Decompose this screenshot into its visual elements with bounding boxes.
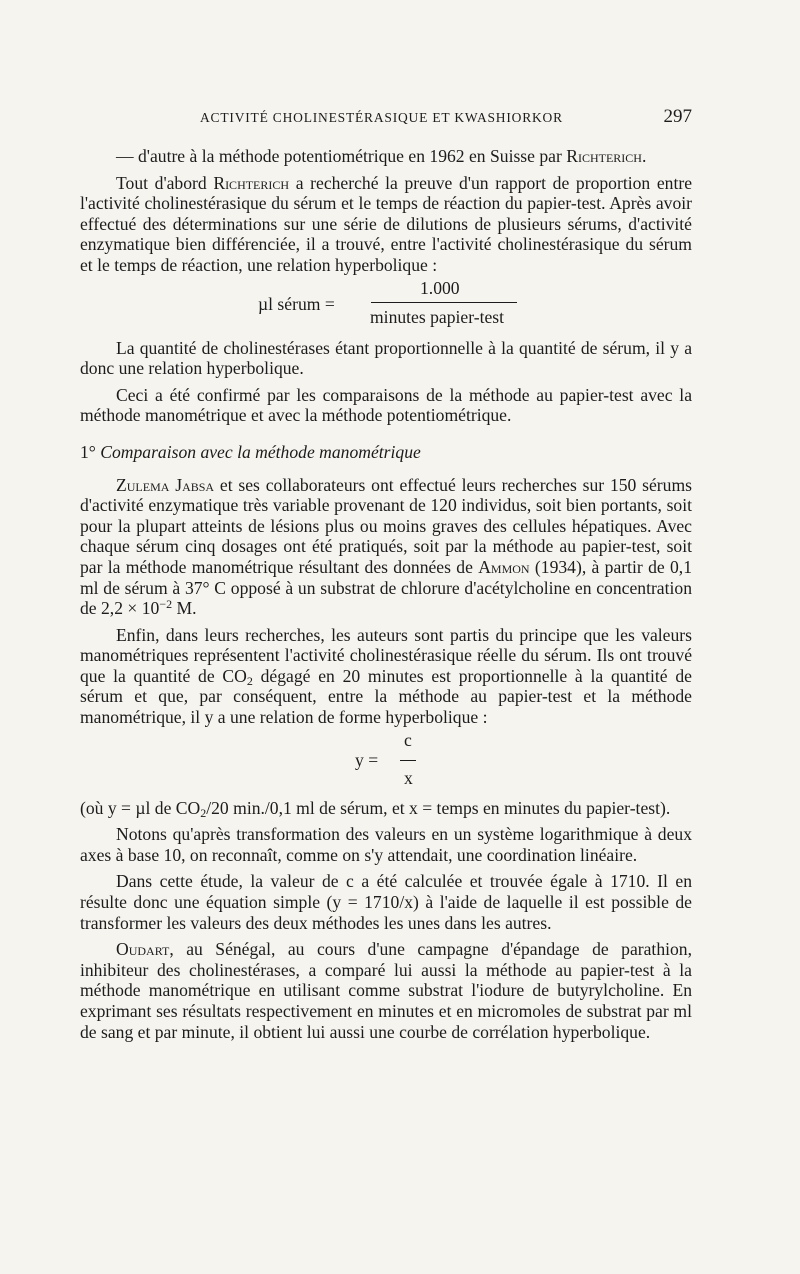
body-text <box>80 146 692 1042</box>
paragraph-2: Tout d'abord Richterich a recherché la preuve d'un rapport de proportion entre l'activité cholinestérasique du sérum et le temps de réaction du papier-test. Après avoir effectué des déterminations sur une série de dilutions de plusieurs sérums, d'activité enzymatique bien différenciée, il a trouvé, entre l'activité cholinestérasique du sérum et le temps de réaction, une relation hyperbolique : <box>80 172 692 275</box>
formula-lhs: y = <box>355 749 379 770</box>
paragraph-5: Zulema Jabsa et ses collaborateurs ont effectué leurs recherches sur 150 sérums d'activité enzymatique très variable provenant de 120 individus, soit bien portants, soit pour la plupart atteints de lésions plus ou moins graves des cellules hépatiques. Avec chaque sérum cinq dosages ont été pratiqués, soit par la méthode au papier-test, soit par la méthode manométrique résultant des données de Ammon (1934), à partir de 0,1 ml de sérum à 37° C opposé à un substrat de chlorure d'acétylcholine en concentration de $2,2 \times 10^{-2}$ M. <box>80 474 692 619</box>
formula-serum <box>80 277 692 330</box>
page <box>80 0 692 1274</box>
formula-denominator: minutes papier-test <box>370 306 505 327</box>
formula-denominator: x <box>404 767 413 788</box>
formula-numerator: 1.000 <box>420 277 460 298</box>
formula-lhs: µl sérum = <box>258 293 335 314</box>
paragraph-8: Notons qu'après transformation des valeurs en un système logarithmique à deux axes à base 10, on reconnaît, comme on s'y attendait, une coordination linéaire. <box>80 824 692 865</box>
section-number: 1° <box>80 441 96 462</box>
section-heading <box>80 442 692 463</box>
fraction-bar <box>371 302 517 303</box>
page-header <box>80 106 692 132</box>
running-head: ACTIVITÉ CHOLINESTÉRASIQUE ET KWASHIORKOR <box>200 110 563 125</box>
paragraph-10: Oudart, au Sénégal, au cours d'une campagne d'épandage de parathion, inhibiteur des cholinestérases, a comparé lui aussi la méthode au papier-test à la méthode manométrique en utilisant comme substrat l'iodure de butyrylcholine. En exprimant ses résultats respectivement en minutes et en micromoles de substrat par ml de sang et par minute, il obtient lui aussi une courbe de corrélation hyperbolique. <box>80 939 692 1042</box>
fraction-bar <box>400 760 416 761</box>
section-title: Comparaison avec la méthode manométrique <box>100 441 421 462</box>
paragraph-4: Ceci a été confirmé par les comparaisons de la méthode au papier-test avec la méthode manométrique et avec la méthode potentiométrique. <box>80 384 692 426</box>
paragraph-6: Enfin, dans leurs recherches, les auteurs sont partis du principe que les valeurs manométriques représentent l'activité cholinestérasique réelle du sérum. Ils ont trouvé que la quantité de $CO_2$ dégagé en 20 minutes est proportionnelle à la quantité de sérum et que, par conséquent, entre la méthode au papier-test et la méthode manométrique, il y a une relation de forme hyperbolique : <box>80 624 692 728</box>
author-name: Ammon <box>478 556 530 577</box>
formula-hyperbolic <box>80 730 692 792</box>
paragraph-9: Dans cette étude, la valeur de c a été calculée et trouvée égale à 1710. Il en résulte donc une équation simple (y = 1710/x) à l'aide de laquelle il est possible de transformer les valeurs des deux méthodes les unes dans les autres. <box>80 871 692 933</box>
formula-numerator: c <box>404 729 412 750</box>
author-name: Oudart <box>116 939 170 960</box>
paragraph-3: La quantité de cholinestérases étant proportionnelle à la quantité de sérum, il y a donc une relation hyperbolique. <box>80 337 692 379</box>
paragraph-1: — d'autre à la méthode potentiométrique en 1962 en Suisse par Richterich. <box>116 146 647 166</box>
page-number: 297 <box>663 106 692 127</box>
author-name: Richterich <box>566 146 642 166</box>
paragraph-7: (où y = µl de $CO_2/20$ min./0,1 ml de sérum, et x = temps en minutes du papier-test). <box>80 797 671 820</box>
author-name: Zulema Jabsa <box>116 474 215 495</box>
author-name: Richterich <box>213 172 290 193</box>
